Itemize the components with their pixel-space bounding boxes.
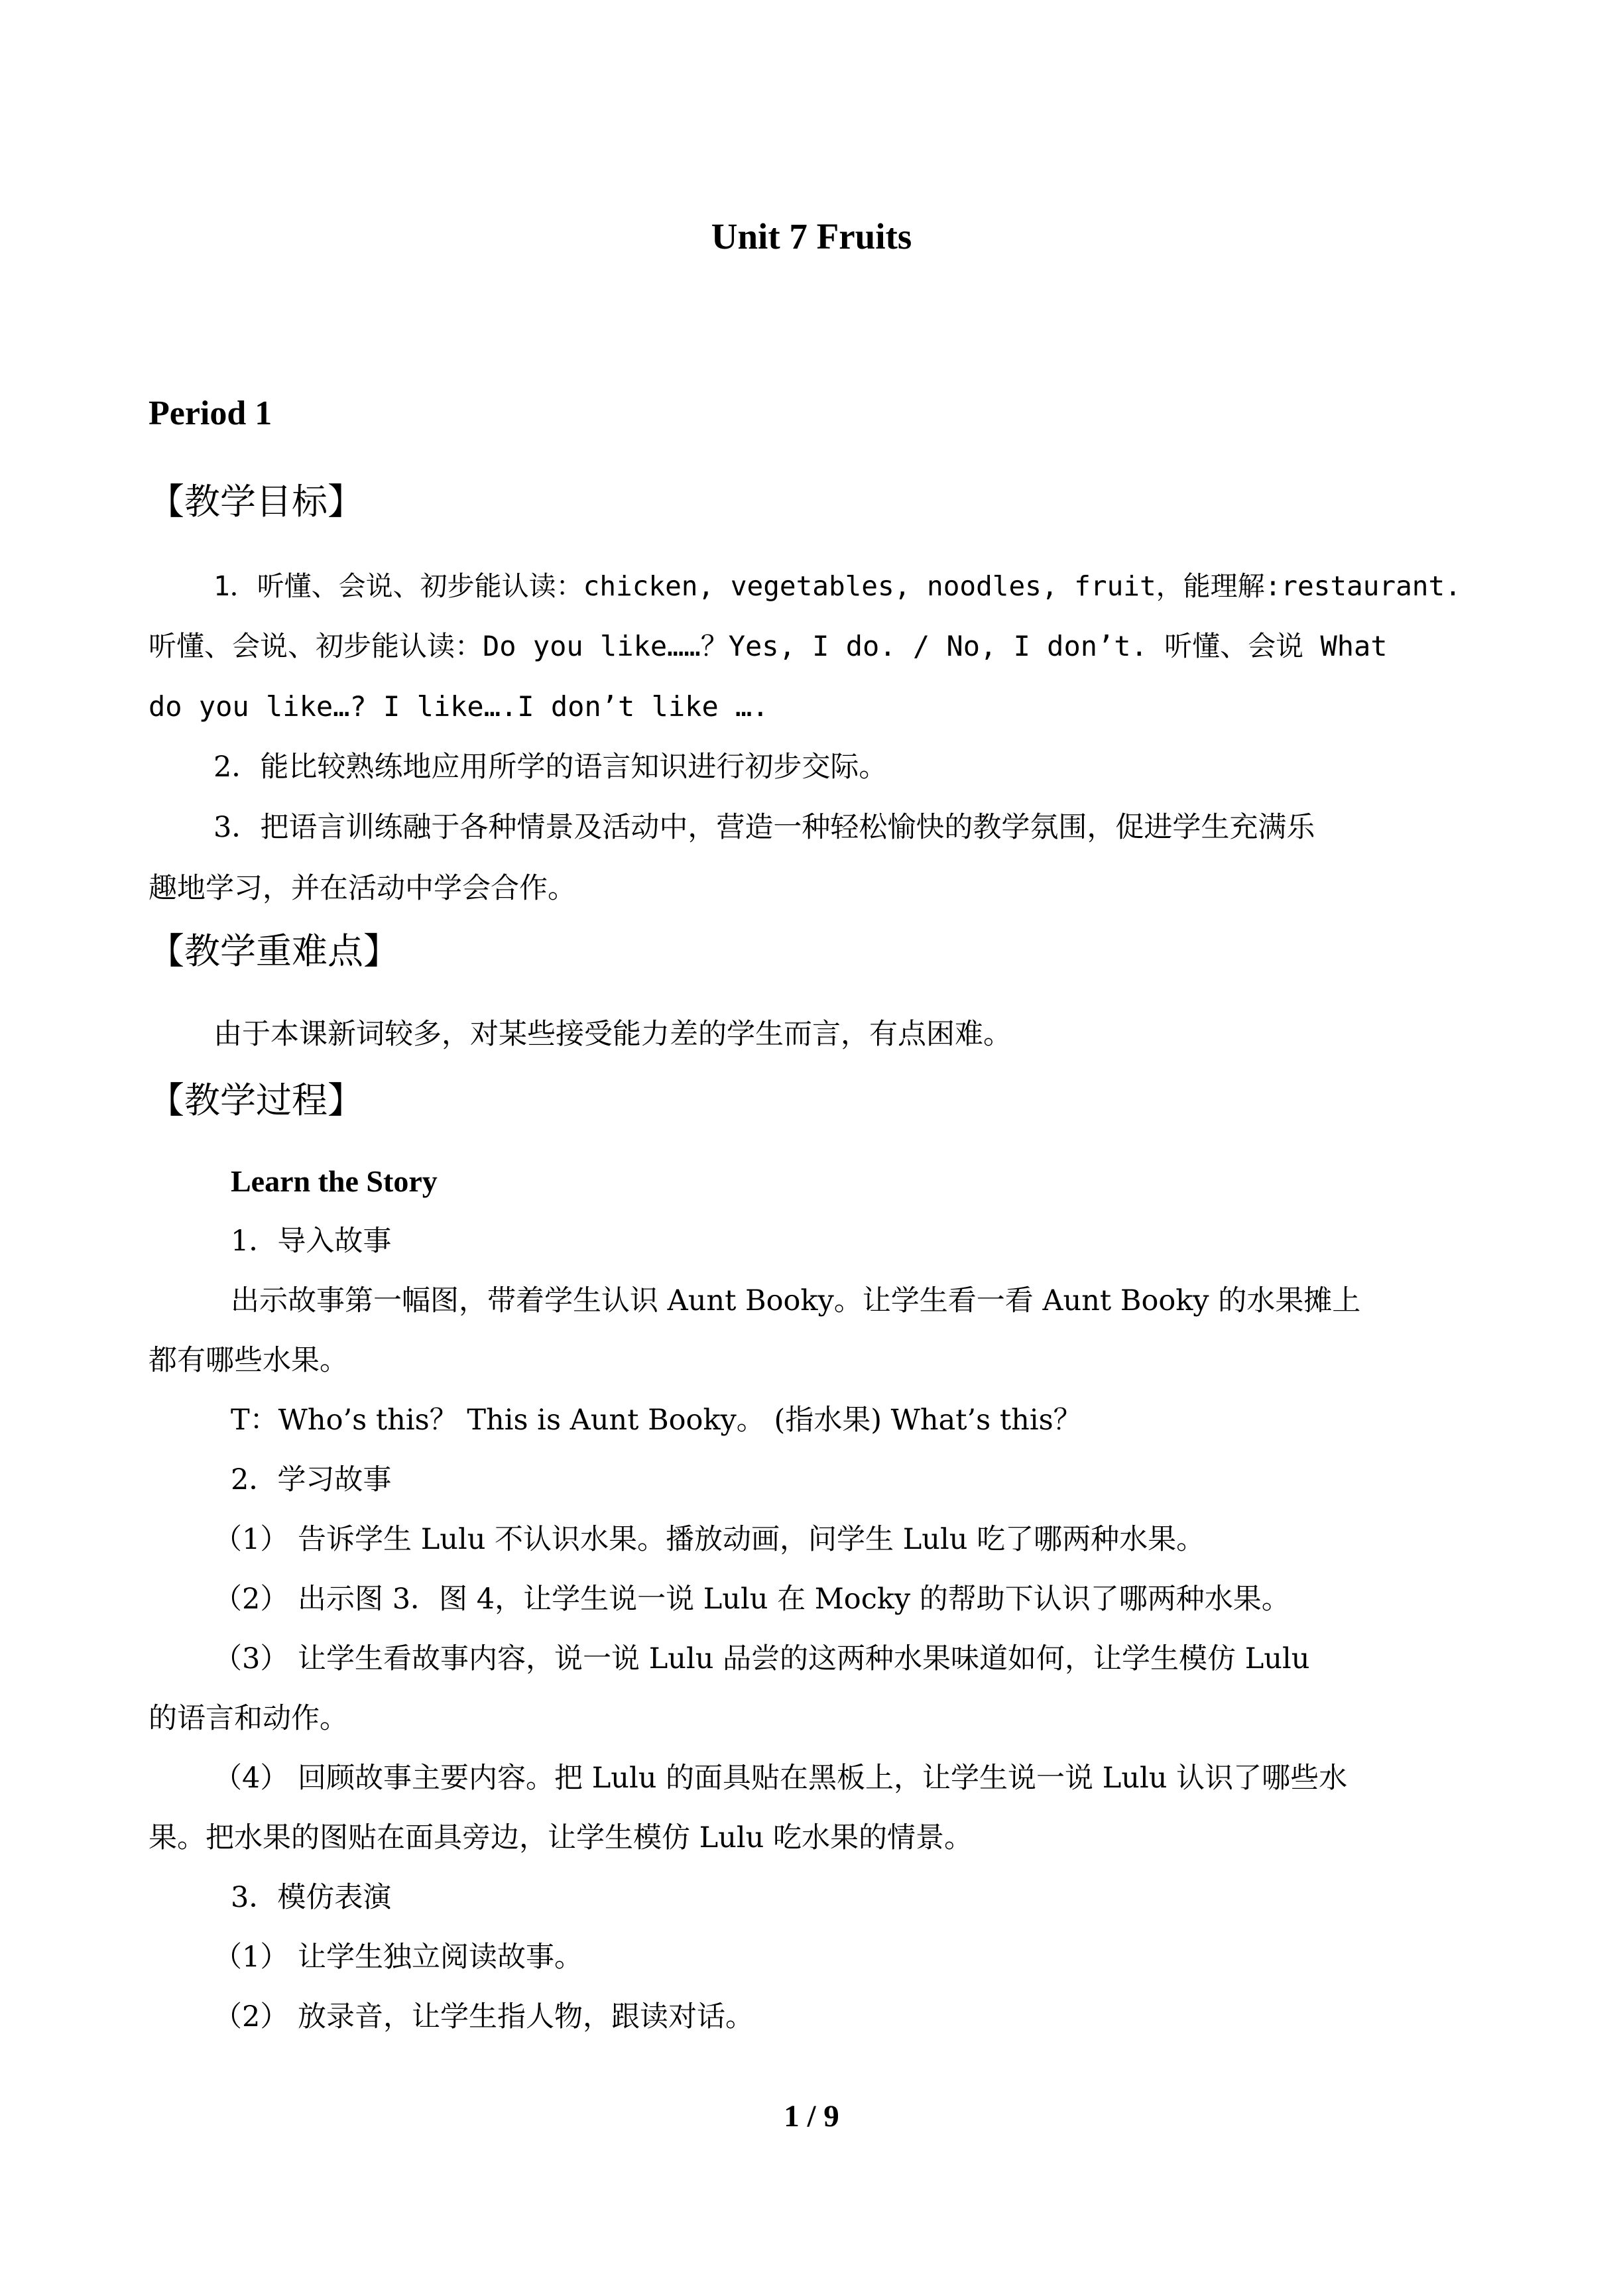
step1-text-b: 都有哪些水果。 xyxy=(149,1344,348,1377)
step2-item-3a: （3） 让学生看故事内容，说一说 Lulu 品尝的这两种水果味道如何，让学生模仿 Lulu xyxy=(213,1642,1310,1675)
section-heading-objectives: 【教学目标】 xyxy=(149,481,363,522)
step2-item-3b: 的语言和动作。 xyxy=(149,1702,348,1735)
learn-the-story-heading: Learn the Story xyxy=(231,1164,438,1198)
step3-title: 3．模仿表演 xyxy=(231,1881,392,1914)
page-number: 1 / 9 xyxy=(784,2099,839,2134)
step1-title: 1．导入故事 xyxy=(231,1225,392,1258)
objectives-line-1a: 1．听懂、会说、初步能认读：chicken, vegetables, noodles, fruit，能理解:restaurant. xyxy=(213,570,1461,602)
objectives-line-3b: 趣地学习，并在活动中学会合作。 xyxy=(149,872,576,905)
step2-item-2: （2） 出示图 3．图 4，让学生说一说 Lulu 在 Mocky 的帮助下认识了哪两种水果。 xyxy=(213,1583,1290,1616)
step1-text-a: 出示故事第一幅图，带着学生认识 Aunt Booky。让学生看一看 Aunt Booky 的水果摊上 xyxy=(231,1284,1361,1317)
objectives-line-1c: do you like…? I like….I don’t like …. xyxy=(149,690,769,723)
difficulty-text: 由于本课新词较多，对某些接受能力差的学生而言，有点困难。 xyxy=(213,1018,1012,1051)
section-heading-process: 【教学过程】 xyxy=(149,1079,363,1121)
step1-dialogue: T：Who’s this？ This is Aunt Booky。 (指水果) What’s this？ xyxy=(231,1404,1082,1437)
step3-item-2: （2） 放录音，让学生指人物，跟读对话。 xyxy=(213,2000,754,2033)
objectives-line-1b: 听懂、会说、初步能认读：Do you like……？Yes, I do. / No, I don’t. 听懂、会说 What xyxy=(149,630,1388,662)
step2-item-4a: （4） 回顾故事主要内容。把 Lulu 的面具贴在黑板上，让学生说一说 Lulu 认识了哪些水 xyxy=(213,1762,1348,1795)
objectives-line-3a: 3．把语言训练融于各种情景及活动中，营造一种轻松愉快的教学氛围，促进学生充满乐 xyxy=(213,811,1315,844)
section-heading-difficulty: 【教学重难点】 xyxy=(149,930,399,972)
objectives-line-2: 2．能比较熟练地应用所学的语言知识进行初步交际。 xyxy=(213,751,888,784)
step3-item-1: （1） 让学生独立阅读故事。 xyxy=(213,1941,583,1974)
step2-title: 2．学习故事 xyxy=(231,1463,392,1496)
document-title: Unit 7 Fruits xyxy=(711,216,912,257)
step2-item-1: （1） 告诉学生 Lulu 不认识水果。播放动画，问学生 Lulu 吃了哪两种水果。 xyxy=(213,1523,1205,1556)
step2-item-4b: 果。把水果的图贴在面具旁边，让学生模仿 Lulu 吃水果的情景。 xyxy=(149,1821,973,1854)
period-heading: Period 1 xyxy=(149,394,272,432)
